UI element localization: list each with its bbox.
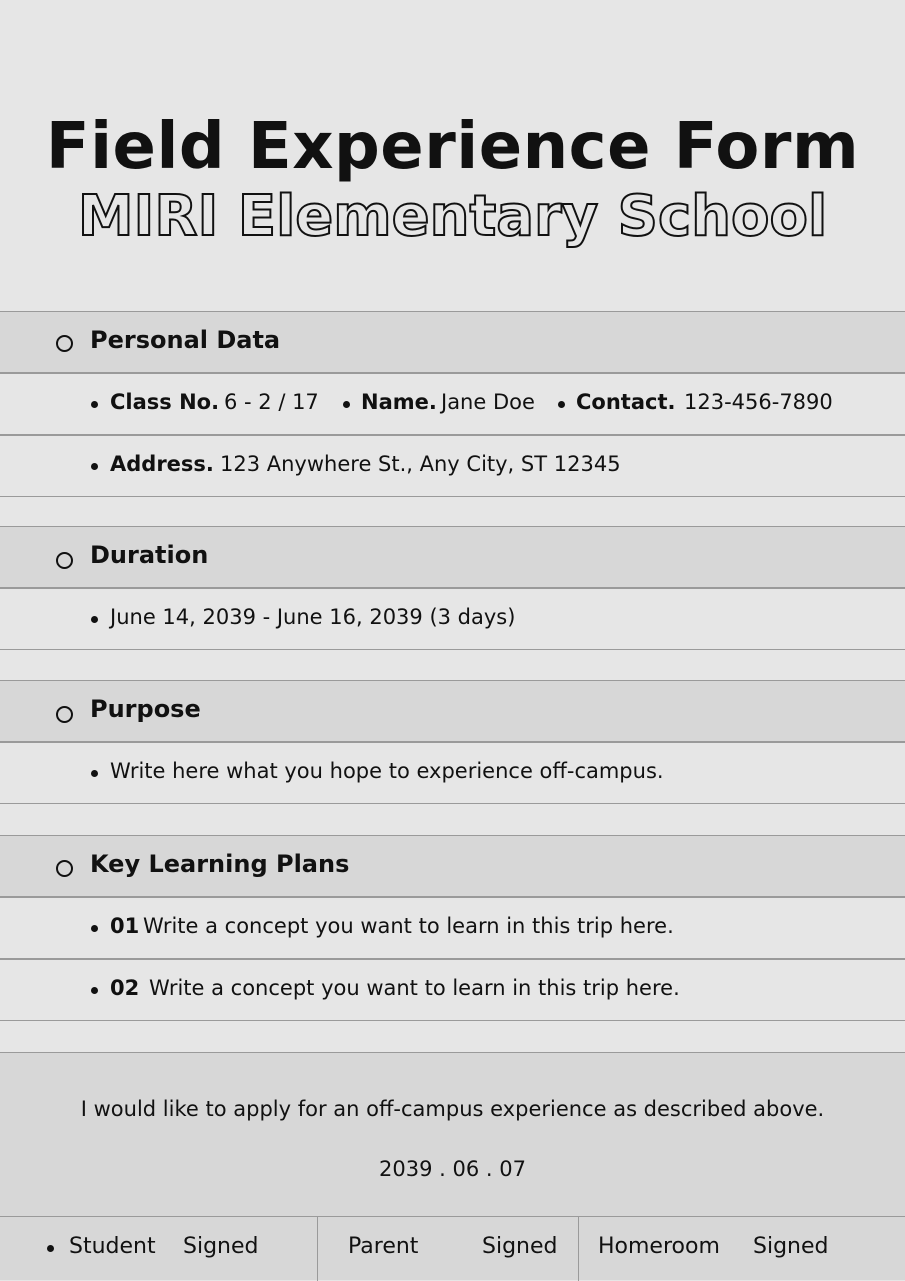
plan-item (0, 959, 905, 1021)
bullet-icon (47, 1245, 54, 1252)
contact-value[interactable]: 123-456-7890 (684, 390, 833, 414)
purpose-row (0, 742, 905, 804)
bullet-icon (91, 770, 98, 777)
student-label: Student (69, 1234, 156, 1259)
plan-number: 02 (110, 976, 140, 1000)
section-duration (0, 526, 905, 588)
divider (317, 1217, 318, 1281)
application-footer (0, 1052, 905, 1280)
section-heading: Key Learning Plans (90, 850, 350, 878)
section-heading: Duration (90, 541, 209, 569)
circle-bullet-icon (56, 706, 73, 723)
name-label: Name. (361, 390, 437, 414)
section-personal-data (0, 311, 905, 373)
parent-signature[interactable]: Signed (482, 1234, 558, 1259)
plan-number: 01 (110, 914, 140, 938)
duration-row (0, 588, 905, 650)
section-key-learning-plans (0, 835, 905, 897)
duration-value[interactable]: June 14, 2039 - June 16, 2039 (3 days) (110, 605, 516, 629)
section-purpose (0, 680, 905, 742)
homeroom-signature[interactable]: Signed (753, 1234, 829, 1259)
purpose-value[interactable]: Write here what you hope to experience off-campus. (110, 759, 664, 783)
application-date[interactable]: 2039 . 06 . 07 (379, 1157, 526, 1181)
address-label: Address. (110, 452, 214, 476)
name-value[interactable]: Jane Doe (441, 390, 535, 414)
contact-label: Contact. (576, 390, 676, 414)
plan-text[interactable]: Write a concept you want to learn in this trip here. (149, 976, 680, 1000)
application-statement: I would like to apply for an off-campus experience as described above. (80, 1097, 825, 1121)
school-name: MIRI Elementary School (77, 184, 828, 249)
homeroom-label: Homeroom (598, 1234, 720, 1259)
personal-row-1 (0, 373, 905, 435)
section-heading: Purpose (90, 695, 201, 723)
plan-item (0, 897, 905, 959)
address-value[interactable]: 123 Anywhere St., Any City, ST 12345 (220, 452, 621, 476)
bullet-icon (91, 463, 98, 470)
circle-bullet-icon (56, 860, 73, 877)
class-value[interactable]: 6 - 2 / 17 (224, 390, 319, 414)
plan-text[interactable]: Write a concept you want to learn in this trip here. (143, 914, 674, 938)
bullet-icon (91, 616, 98, 623)
student-signature[interactable]: Signed (183, 1234, 259, 1259)
class-label: Class No. (110, 390, 220, 414)
bullet-icon (343, 401, 350, 408)
divider (578, 1217, 579, 1281)
bullet-icon (91, 987, 98, 994)
personal-row-2 (0, 435, 905, 497)
parent-label: Parent (348, 1234, 419, 1259)
signature-row (0, 1216, 905, 1281)
section-heading: Personal Data (90, 326, 281, 354)
form-title: Field Experience Form (45, 110, 860, 184)
bullet-icon (91, 925, 98, 932)
bullet-icon (558, 401, 565, 408)
circle-bullet-icon (56, 335, 73, 352)
circle-bullet-icon (56, 552, 73, 569)
bullet-icon (91, 401, 98, 408)
